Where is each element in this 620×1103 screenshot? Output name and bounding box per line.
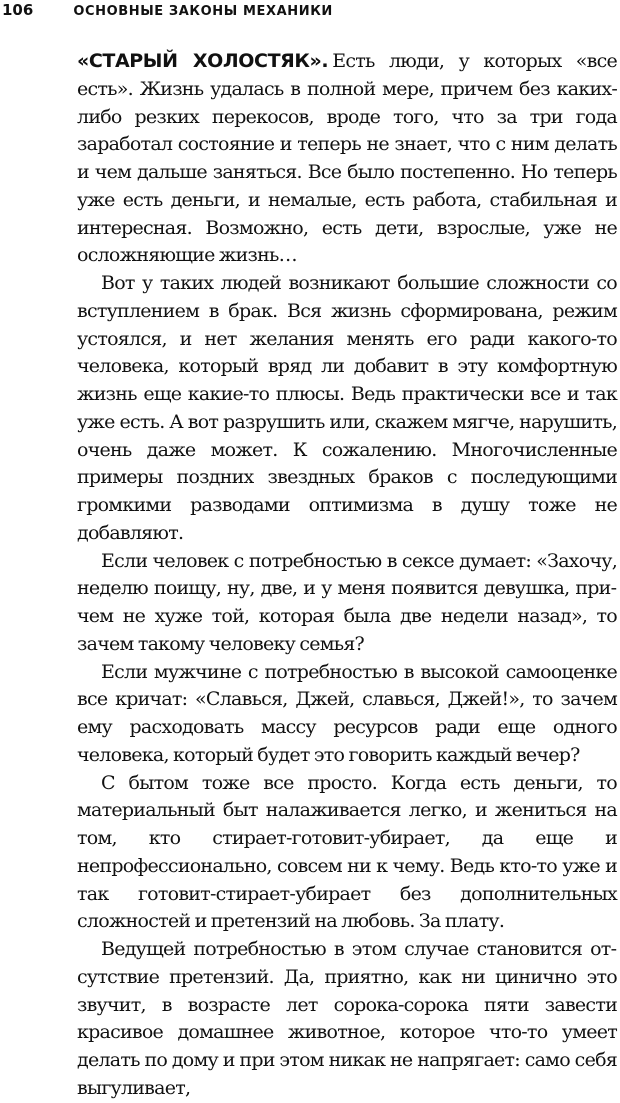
paragraph-4: Если мужчине с потребностью в высокой самооценке все кричат: «Славься, Джей, славься, Джей!», то зачем ему расходовать массу ресурсов ради еще одного человека, который будет это говорить каждый вечер? xyxy=(77,660,617,766)
running-title: ОСНОВНЫЕ ЗАКОНЫ МЕХАНИКИ xyxy=(73,4,333,19)
paragraph-5: С бытом тоже все просто. Когда есть деньги, то материальный быт налаживается легко, и жениться на том, кто стирает-готовит-убирает, да еще и непрофессионально, совсем ни к чему. Ведь кто-то уже и так готовит-стирает-убирает без дополнительных сложностей и претензий на любовь. За плату. xyxy=(77,771,617,933)
section-heading: «СТАРЫЙ ХОЛОСТЯК». xyxy=(77,50,329,72)
paragraph-1 xyxy=(77,48,617,270)
page-number: 106 xyxy=(2,1,34,19)
body-text xyxy=(77,48,617,1103)
paragraph-2: Вот у таких людей возникают большие сложности со вступлением в брак. Вся жизнь сформирована, режим устоялся, и нет желания менять его ради какого-то человека, который вряд ли добавит в эту комфортную жизнь еще какие-то плюсы. Ведь практически все и так уже есть. А вот разрушить или, скажем мягче, нарушить, очень даже может. К сожалению. Многочисленные примеры поздних звездных браков с последующими громкими разводами оптимизма в душу тоже не добавляют. xyxy=(77,272,617,544)
paragraph-3: Если человек с потребностью в сексе думает: «Захочу, неделю поищу, ну, две, и у меня появится девушка, причем не хуже той, которая была две недели назад», то зачем такому человеку семья? xyxy=(77,549,617,655)
paragraph-6: Ведущей потребностью в этом случае становится отсутствие претензий. Да, приятно, как ни цинично это звучит, в возрасте лет сорока-сорока пяти завести красивое домашнее животное, которое что-то умеет делать по дому и при этом никак не напрягает: само себя выгуливает, xyxy=(77,938,617,1099)
running-header xyxy=(2,1,333,21)
paragraph-1-text: Есть люди, у которых «все есть». Жизнь удалась в полной мере, причем без каких-либо резких перекосов, вроде того, что за три года заработал состояние и теперь не знает, что с ним делать и чем дальше заняться. Все было постепенно. Но теперь уже есть деньги, и немалые, есть работа, стабильная и интересная. Возможно, есть дети, взрослые, уже не осложняющие жизнь… xyxy=(77,50,618,267)
